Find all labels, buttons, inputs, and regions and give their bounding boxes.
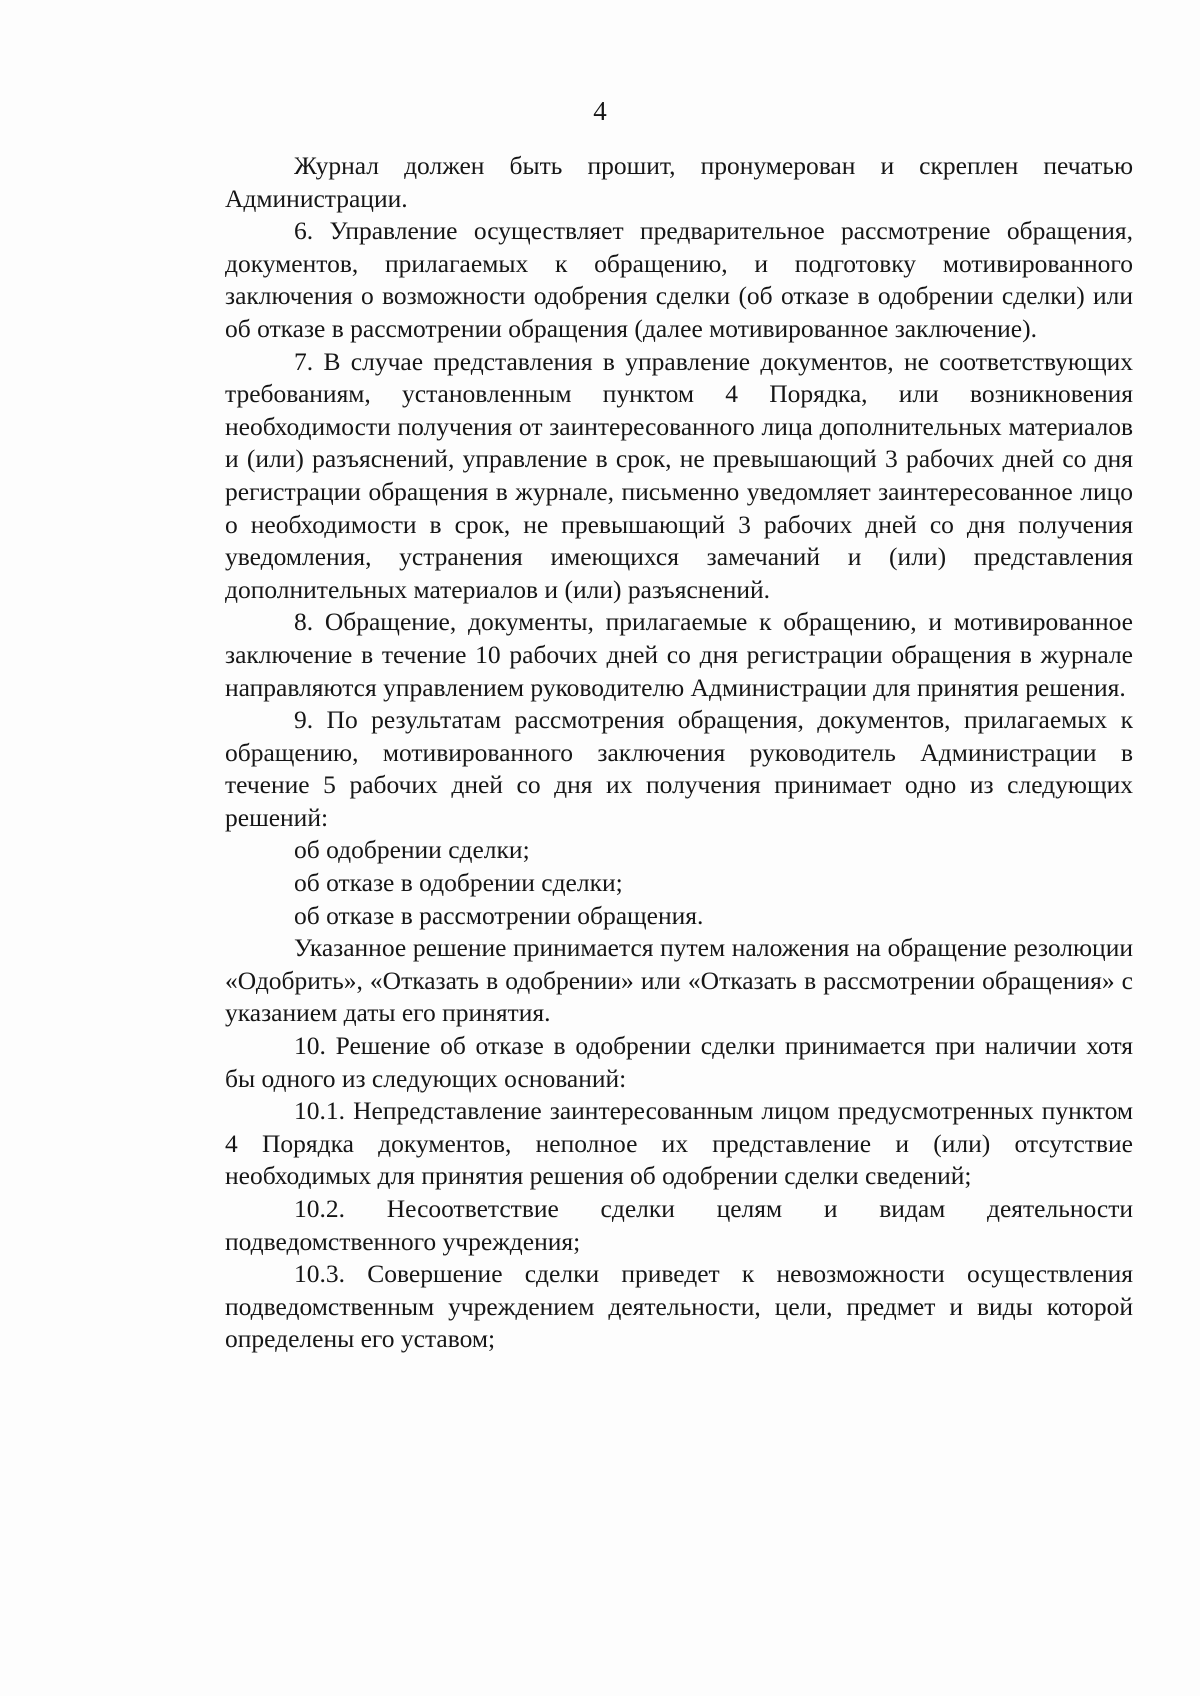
paragraph-6: 6. Управление осуществляет предварительное рассмотрение обращения, документов, прилагаемых к обращению, и подготовку мотивированного заключения о возможности одобрения сделки (об отказе в одобрении сделки) или об отказе в рассмотрении обращения (далее мотивированное заключение). (225, 216, 1133, 343)
decision-option-approve: об одобрении сделки; (294, 835, 530, 865)
decision-option-refuse-approval: об отказе в одобрении сделки; (294, 868, 623, 898)
paragraph-10: 10. Решение об отказе в одобрении сделки принимается при наличии хотя бы одного из следующих оснований: (225, 1031, 1133, 1093)
paragraph-10-2: 10.2. Несоответствие сделки целям и видам деятельности подведомственного учреждения; (225, 1194, 1133, 1256)
paragraph-10-3: 10.3. Совершение сделки приведет к невозможности осуществления подведомственным учреждением деятельности, цели, предмет и виды которой определены его уставом; (225, 1259, 1133, 1354)
paragraph-10-1: 10.1. Непредставление заинтересованным лицом предусмотренных пунктом 4 Порядка документов, неполное их представление и (или) отсутствие необходимых для принятия решения об одобрении сделки сведений; (225, 1096, 1133, 1191)
paragraph-8: 8. Обращение, документы, прилагаемые к обращению, и мотивированное заключение в течение 10 рабочих дней со дня регистрации обращения в журнале направляются управлением руководителю Администрации для принятия решения. (225, 607, 1133, 702)
paragraph-9: 9. По результатам рассмотрения обращения, документов, прилагаемых к обращению, мотивированного заключения руководитель Администрации в течение 5 рабочих дней со дня их получения принимает одно из следующих решений: (225, 705, 1133, 832)
paragraph-resolution: Указанное решение принимается путем наложения на обращение резолюции «Одобрить», «Отказать в одобрении» или «Отказать в рассмотрении обращения» с указанием даты его принятия. (225, 933, 1133, 1028)
page-number: 4 (593, 96, 607, 126)
decision-option-refuse-review: об отказе в рассмотрении обращения. (294, 900, 704, 930)
paragraph-7: 7. В случае представления в управление документов, не соответствующих требованиям, установленным пунктом 4 Порядка, или возникновения необходимости получения от заинтересованного лица дополнительных материалов и (или) разъяснений, управление в срок, не превышающий 3 рабочих дней со дня регистрации обращения в журнале, письменно уведомляет заинтересованное лицо о необходимости в срок, не превышающий 3 рабочих дней со дня получения уведомления, устранения имеющихся замечаний и (или) представления дополнительных материалов и (или) разъяснений. (225, 346, 1133, 604)
document-body (225, 150, 1133, 1356)
paragraph-journal-binding: Журнал должен быть прошит, пронумерован и скреплен печатью Администрации. (225, 151, 1133, 213)
